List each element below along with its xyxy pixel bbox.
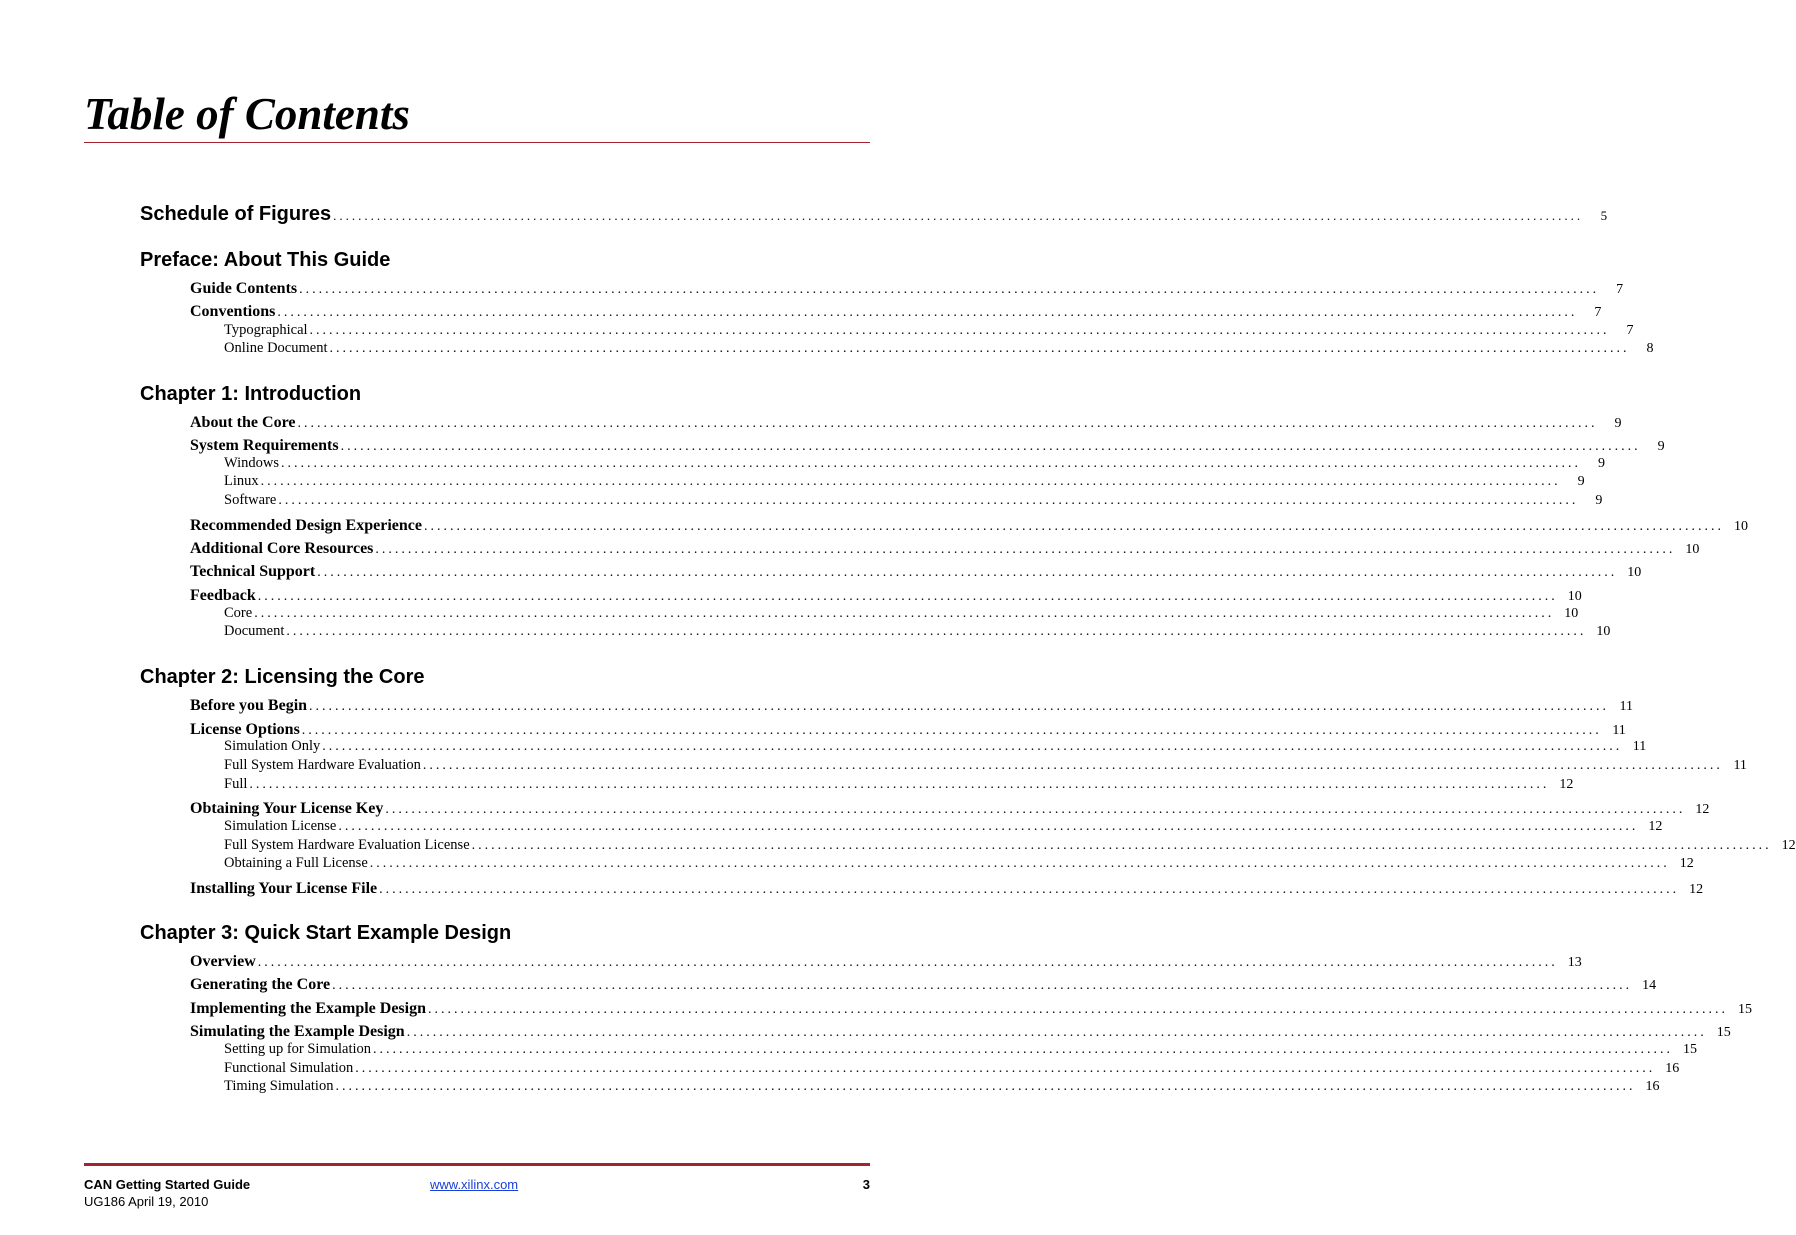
toc-entry[interactable] [190, 878, 1704, 900]
toc-page-number: 10 [1733, 519, 1748, 534]
toc-dot-leader: ........................................................................................................................................................................................................ [309, 323, 1610, 338]
toc-page-number: 7 [1626, 323, 1634, 338]
toc-page-number: 12 [1648, 819, 1663, 834]
toc-entry-title: Generating the Core [190, 976, 331, 993]
toc-dot-leader: ........................................................................................................................................................................................................ [317, 565, 1618, 580]
toc-subentry[interactable] [224, 836, 1796, 855]
toc-subentry[interactable] [224, 1040, 1698, 1059]
toc-page-number: 12 [1695, 802, 1710, 817]
toc-page-number: 12 [1689, 882, 1704, 897]
toc-entry-title: Full System Hardware Evaluation [224, 757, 421, 773]
toc-entry[interactable] [190, 515, 1748, 537]
toc-page-number: 11 [1619, 699, 1634, 714]
toc-entry-title: Simulation License [224, 818, 337, 834]
toc-page-number: 11 [1733, 758, 1747, 773]
toc-entry[interactable] [190, 998, 1752, 1020]
toc-entry-title: Schedule of Figures [140, 203, 332, 225]
toc-page-number: 11 [1632, 739, 1647, 754]
toc-page-number: 5 [1600, 208, 1608, 223]
toc-subentry[interactable] [224, 854, 1694, 873]
toc-page-number: 9 [1614, 416, 1622, 431]
toc-page-number: 14 [1642, 978, 1657, 993]
toc-entry[interactable] [190, 561, 1642, 583]
toc-entry-title: About the Core [190, 414, 296, 431]
toc-page-number: 10 [1564, 606, 1579, 621]
footer-rule [84, 1163, 870, 1166]
toc-heading[interactable] [140, 918, 814, 948]
toc-dot-leader: ........................................................................................................................................................................................................ [423, 519, 1724, 534]
toc-entry-title: Timing Simulation [224, 1078, 334, 1094]
toc-entry-title: Full System Hardware Evaluation License [224, 837, 470, 853]
toc-dot-leader: ........................................................................................................................................................................................................ [297, 416, 1598, 431]
toc-dot-leader: ........................................................................................................................................................................................................ [329, 341, 1630, 356]
toc-subentry[interactable] [224, 817, 1663, 836]
toc-entry-title: Conventions [190, 303, 276, 320]
toc-entry-title: Full [224, 776, 248, 792]
toc-heading[interactable] [140, 662, 814, 692]
toc-heading[interactable] [140, 199, 1608, 229]
toc-entry-title: Simulation Only [224, 738, 321, 754]
toc-entry-title: License Options [190, 721, 300, 738]
toc-dot-leader: ........................................................................................................................................................................................................ [333, 208, 1584, 223]
toc-dot-leader: ........................................................................................................................................................................................................ [428, 1002, 1728, 1017]
toc-entry[interactable] [190, 278, 1624, 300]
toc-heading[interactable] [140, 379, 814, 409]
toc-dot-leader: ........................................................................................................................................................................................................ [254, 606, 1555, 621]
toc-dot-leader: ........................................................................................................................................................................................................ [332, 978, 1633, 993]
toc-dot-leader: ........................................................................................................................................................................................................ [301, 723, 1602, 738]
toc-entry-title: Obtaining a Full License [224, 855, 368, 871]
toc-entry-title: Chapter 3: Quick Start Example Design [140, 922, 512, 944]
toc-subentry[interactable] [224, 1059, 1680, 1078]
toc-dot-leader: ........................................................................................................................................................................................................ [422, 758, 1723, 773]
toc-entry-title: Chapter 2: Licensing the Core [140, 666, 425, 688]
toc-subentry[interactable] [224, 1077, 1660, 1096]
toc-entry-title: Functional Simulation [224, 1060, 354, 1076]
toc-entry[interactable] [190, 951, 1582, 973]
toc-subentry[interactable] [224, 604, 1579, 623]
toc-page-number: 15 [1738, 1002, 1752, 1017]
toc-page-number: 7 [1616, 282, 1624, 297]
toc-page-number: 9 [1595, 493, 1603, 508]
toc-entry[interactable] [190, 538, 1700, 560]
toc-page-number: 10 [1567, 589, 1582, 604]
toc-page-number: 9 [1598, 456, 1605, 471]
toc-page-number: 12 [1781, 838, 1796, 853]
toc-dot-leader: ........................................................................................................................................................................................................ [257, 589, 1558, 604]
toc-dot-leader: ........................................................................................................................................................................................................ [286, 624, 1587, 639]
toc-page-number: 12 [1559, 777, 1574, 792]
toc-subentry[interactable] [224, 472, 1585, 491]
toc-entry-title: Before you Begin [190, 697, 308, 714]
toc-dot-leader: ........................................................................................................................................................................................................ [257, 955, 1558, 970]
toc-subentry[interactable] [224, 775, 1574, 794]
toc-dot-leader: ........................................................................................................................................................................................................ [309, 699, 1610, 714]
toc-entry-title: Windows [224, 455, 279, 471]
footer-doc-title: CAN Getting Started Guide [84, 1177, 251, 1192]
toc-entry-title: Implementing the Example Design [190, 1000, 426, 1017]
toc-dot-leader: ........................................................................................................................................................................................................ [249, 777, 1550, 792]
toc-dot-leader: ........................................................................................................................................................................................................ [385, 802, 1686, 817]
toc-dot-leader: ........................................................................................................................................................................................................ [375, 542, 1676, 557]
toc-dot-leader: ........................................................................................................................................................................................................ [369, 856, 1670, 871]
toc-subentry[interactable] [224, 491, 1603, 510]
toc-page-number: 10 [1596, 624, 1611, 639]
toc-dot-leader: ........................................................................................................................................................................................................ [340, 439, 1641, 454]
toc-subentry[interactable] [224, 321, 1634, 340]
toc-dot-leader: ........................................................................................................................................................................................................ [277, 305, 1578, 320]
toc-dot-leader: ........................................................................................................................................................................................................ [335, 1079, 1636, 1094]
toc-page-number: 11 [1612, 723, 1626, 738]
toc-dot-leader: ........................................................................................................................................................................................................ [373, 1042, 1674, 1057]
toc-page-number: 16 [1645, 1079, 1660, 1094]
footer-doc-id-date: UG186 April 19, 2010 [84, 1194, 209, 1209]
toc-page-number: 9 [1657, 439, 1665, 454]
toc-page-number: 8 [1646, 341, 1654, 356]
toc-dot-leader: ........................................................................................................................................................................................................ [471, 838, 1772, 853]
toc-entry-title: Additional Core Resources [190, 540, 374, 557]
toc-page-number: 15 [1716, 1025, 1731, 1040]
toc-entry-title: Installing Your License File [190, 880, 378, 897]
toc-dot-leader: ........................................................................................................................................................................................................ [260, 474, 1561, 489]
toc-entry-title: Preface: About This Guide [140, 249, 391, 271]
toc-dot-leader: ........................................................................................................................................................................................................ [406, 1025, 1707, 1040]
toc-entry-title: Guide Contents [190, 280, 298, 297]
footer-website-link[interactable]: www.xilinx.com [430, 1177, 519, 1192]
toc-page-number: 10 [1685, 542, 1700, 557]
toc-heading[interactable] [140, 245, 814, 275]
toc-dot-leader: ........................................................................................................................................................................................................ [355, 1061, 1656, 1076]
toc-entry-title: Online Document [224, 340, 328, 356]
toc-subentry[interactable] [224, 622, 1611, 641]
toc-subentry[interactable] [224, 737, 1647, 756]
toc-entry-title: Feedback [190, 587, 256, 604]
toc-entry-title: Technical Support [190, 563, 316, 580]
footer-page-number: 3 [862, 1177, 870, 1192]
toc-entry-title: Chapter 1: Introduction [140, 383, 362, 405]
toc-page-number: 15 [1683, 1042, 1698, 1057]
toc-subentry[interactable] [224, 454, 1605, 473]
toc-entry-title: Simulating the Example Design [190, 1023, 405, 1040]
toc-page-number: 12 [1679, 856, 1694, 871]
toc-dot-leader: ........................................................................................................................................................................................................ [322, 739, 1623, 754]
toc-entry-title: Obtaining Your License Key [190, 800, 384, 817]
toc-page-number: 7 [1594, 305, 1602, 320]
toc-subentry[interactable] [224, 339, 1654, 358]
toc-entry[interactable] [190, 974, 1657, 996]
toc-page-number: 16 [1665, 1061, 1680, 1076]
toc-entry-title: System Requirements [190, 437, 339, 454]
toc-entry-title: Software [224, 492, 277, 508]
toc-dot-leader: ........................................................................................................................................................................................................ [278, 493, 1579, 508]
toc-page-number: 9 [1577, 474, 1585, 489]
toc-entry-title: Setting up for Simulation [224, 1041, 372, 1057]
toc-dot-leader: ........................................................................................................................................................................................................ [338, 819, 1639, 834]
toc-dot-leader: ........................................................................................................................................................................................................ [281, 456, 1581, 471]
toc-entry[interactable] [190, 412, 1622, 434]
toc-entry[interactable] [190, 695, 1634, 717]
toc-dot-leader: ........................................................................................................................................................................................................ [299, 282, 1600, 297]
toc-entry-title: Overview [190, 953, 256, 970]
toc-page-number: 10 [1627, 565, 1642, 580]
toc-entry-title: Typographical [224, 322, 308, 338]
toc-page-number: 13 [1567, 955, 1582, 970]
toc-entry-title: Document [224, 623, 285, 639]
toc-dot-leader: ........................................................................................................................................................................................................ [379, 882, 1680, 897]
toc-entry-title: Core [224, 605, 253, 621]
page-title: Table of Contents [84, 89, 410, 139]
toc-entry[interactable] [190, 301, 1602, 323]
toc-entry-title: Linux [224, 473, 259, 489]
toc-entry-title: Recommended Design Experience [190, 517, 422, 534]
toc-subentry[interactable] [224, 756, 1747, 775]
